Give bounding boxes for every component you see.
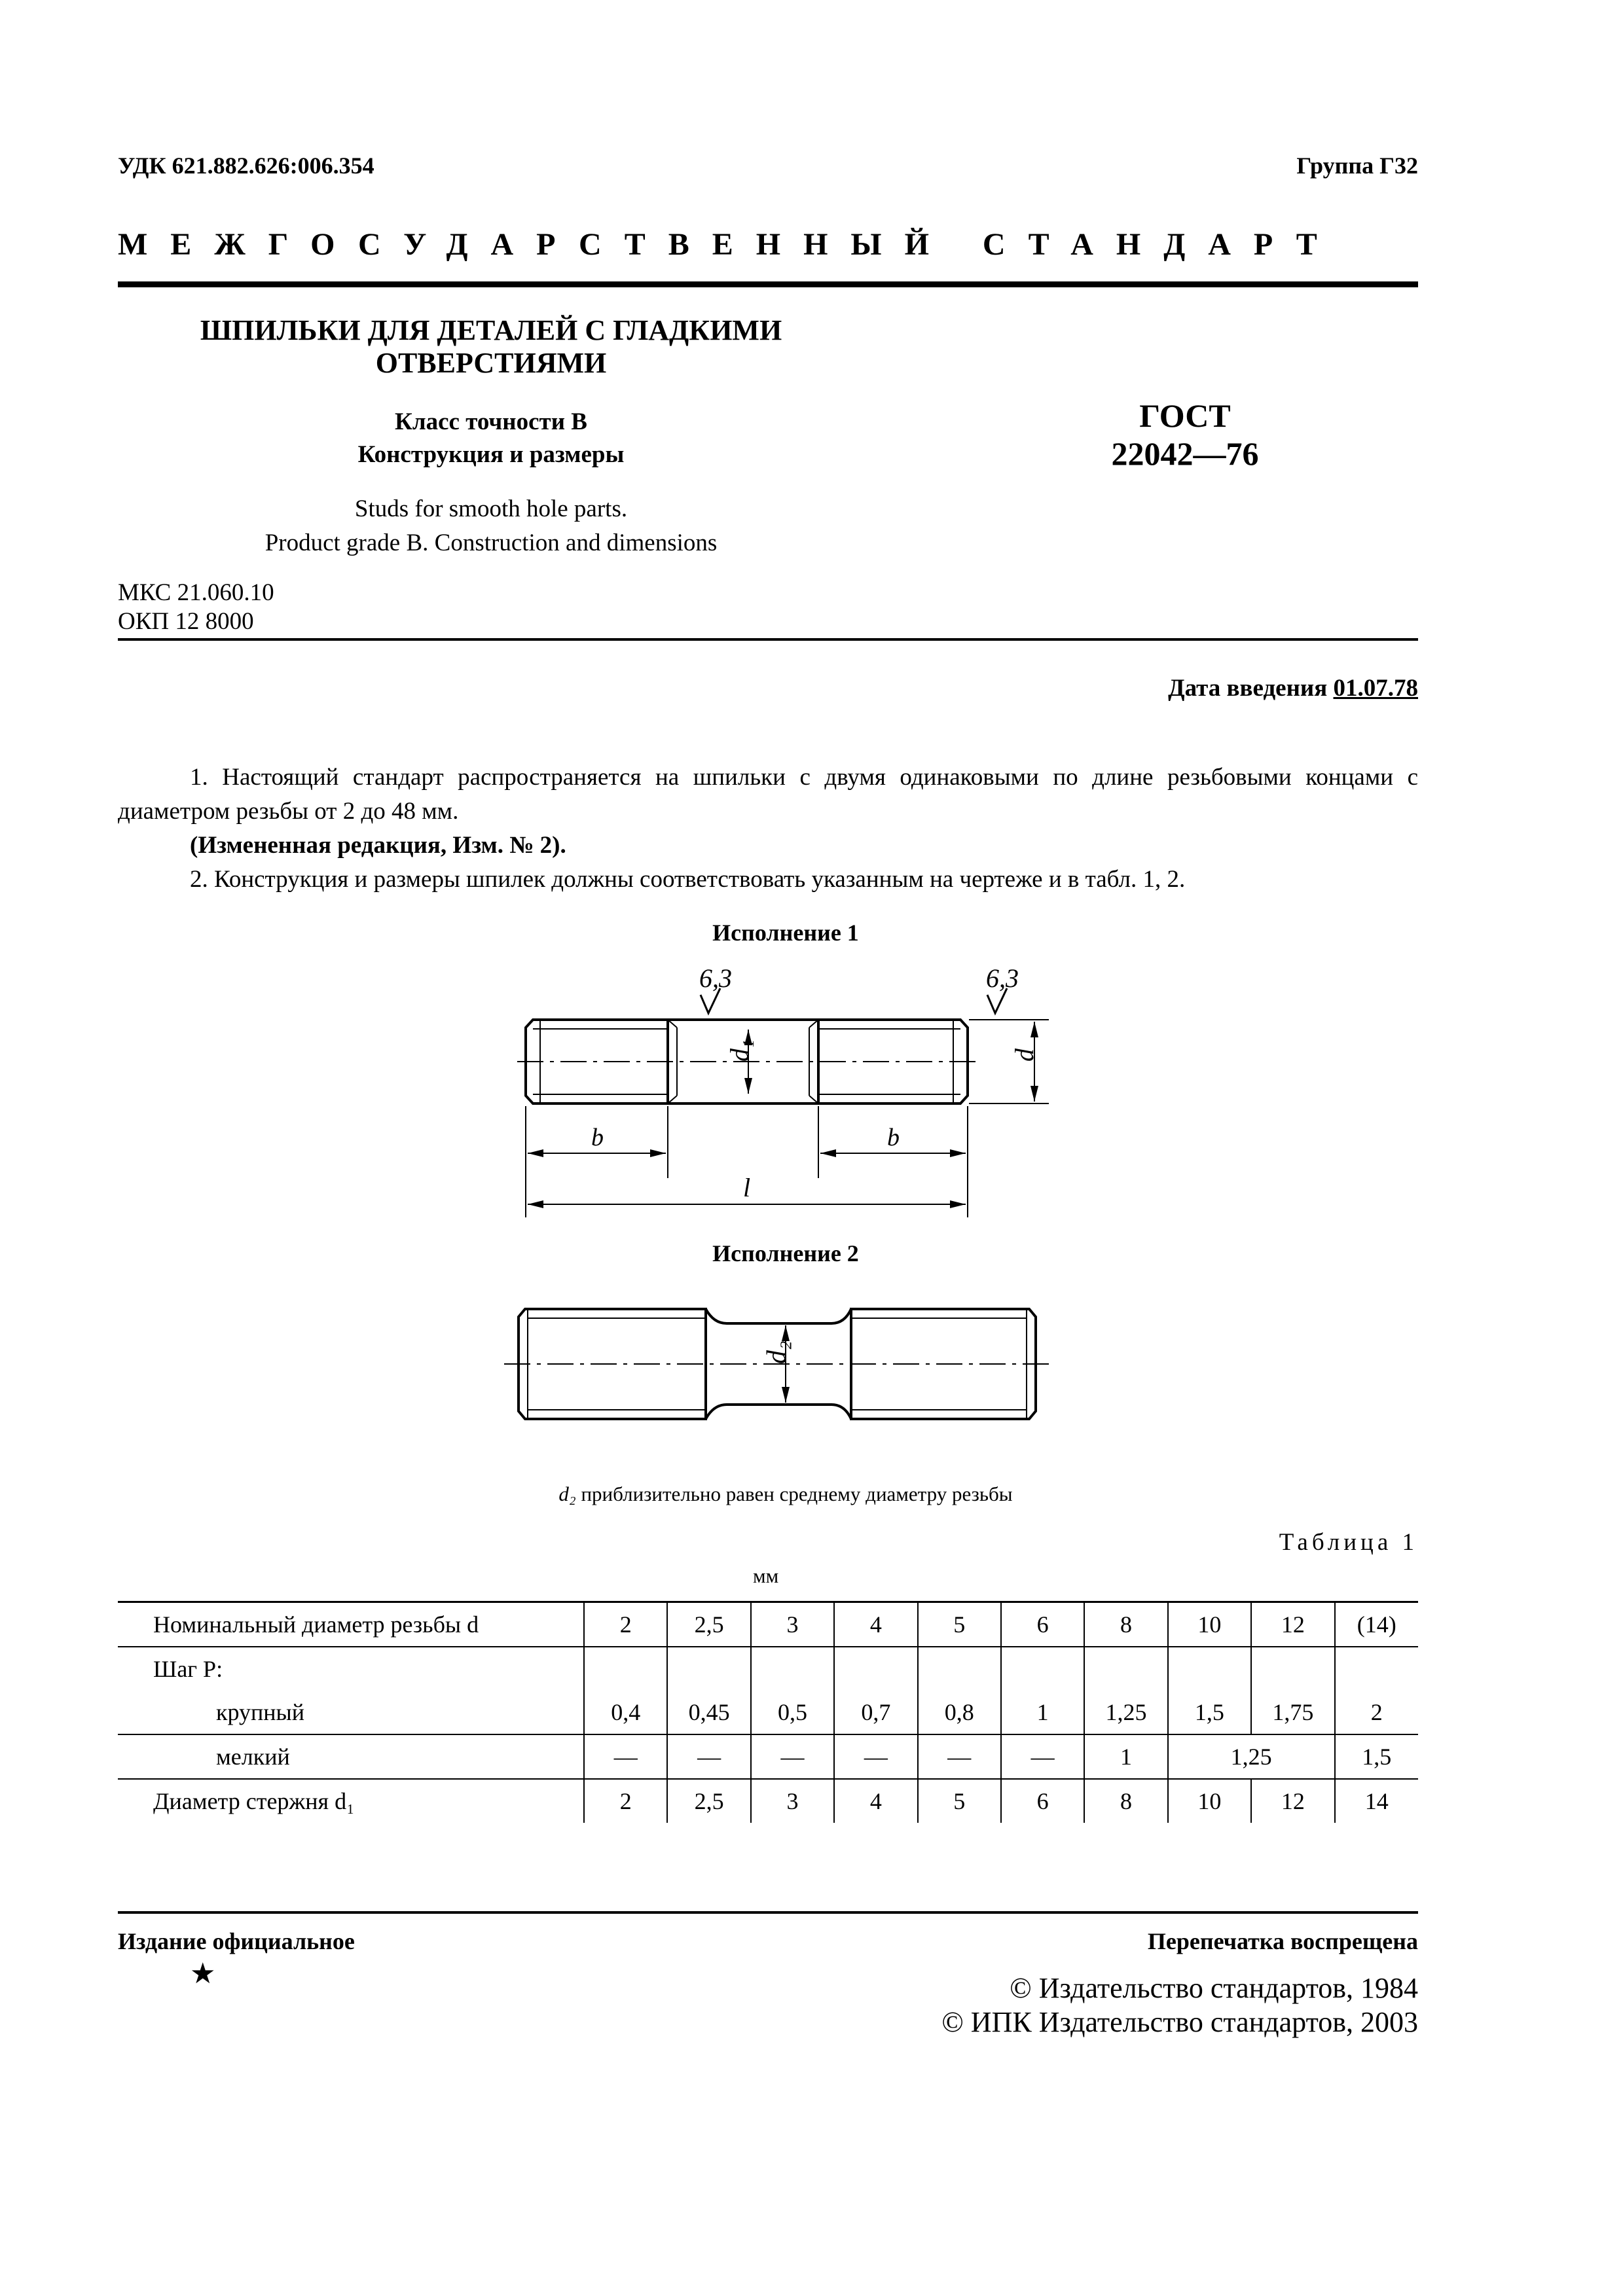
table-cell: 2 bbox=[1335, 1691, 1418, 1734]
table-cell: 0,8 bbox=[918, 1691, 1001, 1734]
table-1-unit: мм bbox=[753, 1564, 779, 1587]
dimension-arrows bbox=[528, 1022, 1038, 1208]
subtitle-construction: Конструкция и размеры bbox=[357, 441, 625, 468]
english-title-line-1: Studs for smooth hole parts. bbox=[354, 495, 628, 522]
table-cell: 2,5 bbox=[667, 1602, 750, 1647]
copyright-2003: © ИПК Издательство стандартов, 2003 bbox=[941, 2006, 1418, 2038]
group-code: Группа Г32 bbox=[1296, 152, 1418, 179]
table-cell: 4 bbox=[834, 1602, 917, 1647]
banner-rule bbox=[118, 281, 1418, 287]
table-cell: 3 bbox=[751, 1602, 834, 1647]
table-cell bbox=[667, 1647, 750, 1691]
table-cell: 0,4 bbox=[584, 1691, 667, 1734]
gost-designation bbox=[1021, 397, 1349, 473]
table-row bbox=[118, 1691, 1418, 1734]
mks-code: МКС 21.060.10 bbox=[118, 579, 274, 606]
table-cell: 1,25 bbox=[1168, 1734, 1335, 1779]
table-cell: — bbox=[834, 1734, 917, 1779]
table-cell: 4 bbox=[834, 1779, 917, 1823]
table-cell: 14 bbox=[1335, 1779, 1418, 1823]
introduction-date bbox=[1168, 674, 1418, 702]
label-b-right: b bbox=[887, 1124, 900, 1151]
table-cell: — bbox=[667, 1734, 750, 1779]
label-d1: d₁ bbox=[725, 1039, 754, 1062]
copyright-block bbox=[941, 1971, 1418, 2039]
roughness-mark-2: 6,3 bbox=[986, 963, 1019, 993]
title-rule bbox=[118, 638, 1418, 641]
table-cell bbox=[834, 1647, 917, 1691]
d2-note-symbol: d₂ bbox=[558, 1482, 576, 1505]
table-cell: 0,7 bbox=[834, 1691, 917, 1734]
table-cell: 2 bbox=[584, 1779, 667, 1823]
variant-1-heading: Исполнение 1 bbox=[712, 920, 859, 946]
table-cell: (14) bbox=[1335, 1602, 1418, 1647]
reprint-notice: Перепечатка воспрещена bbox=[1147, 1928, 1418, 1954]
udk-code: УДК 621.882.626:006.354 bbox=[118, 152, 374, 179]
footer-rule bbox=[118, 1911, 1418, 1914]
paragraph-2: 2. Конструкция и размеры шпилек должны соответствовать указанным на чертеже и в табл. 1, 2. bbox=[190, 866, 1186, 893]
standard-banner: МЕЖГОСУДАРСТВЕННЫЙ СТАНДАРТ bbox=[118, 227, 1340, 262]
table-cell: 1 bbox=[1001, 1691, 1084, 1734]
intro-date-label: Дата введения bbox=[1168, 675, 1328, 702]
roughness-mark-1: 6,3 bbox=[699, 963, 732, 993]
table-cell: 3 bbox=[751, 1779, 834, 1823]
table-cell bbox=[1001, 1647, 1084, 1691]
table-row bbox=[118, 1779, 1418, 1823]
table-cell: 2 bbox=[584, 1602, 667, 1647]
table-cell: 5 bbox=[918, 1602, 1001, 1647]
table-cell: 5 bbox=[918, 1779, 1001, 1823]
table-cell: — bbox=[1001, 1734, 1084, 1779]
table-cell: 1,5 bbox=[1335, 1734, 1418, 1779]
title-line-2: ОТВЕРСТИЯМИ bbox=[375, 347, 607, 379]
amendment-note: (Измененная редакция, Изм. № 2). bbox=[190, 832, 566, 859]
gost-label: ГОСТ bbox=[1139, 397, 1231, 434]
variant-2-drawing bbox=[498, 1296, 1087, 1446]
english-title-line-2: Product grade B. Construction and dimensions bbox=[264, 529, 718, 556]
table-cell: — bbox=[918, 1734, 1001, 1779]
table-cell: 1 bbox=[1084, 1734, 1167, 1779]
table-cell bbox=[584, 1647, 667, 1691]
gost-number: 22042—76 bbox=[1111, 435, 1259, 472]
table-row bbox=[118, 1647, 1418, 1691]
table-cell: 8 bbox=[1084, 1602, 1167, 1647]
table-cell: 10 bbox=[1168, 1602, 1251, 1647]
okp-code: ОКП 12 8000 bbox=[118, 608, 254, 635]
table-cell: 8 bbox=[1084, 1779, 1167, 1823]
row-label: Диаметр стержня d₁ bbox=[118, 1779, 584, 1823]
subtitle bbox=[170, 406, 812, 471]
table-cell bbox=[1084, 1647, 1167, 1691]
table-cell bbox=[1335, 1647, 1418, 1691]
table-cell: 0,45 bbox=[667, 1691, 750, 1734]
table-cell: 0,5 bbox=[751, 1691, 834, 1734]
subtitle-class: Класс точности В bbox=[395, 408, 587, 435]
table-cell bbox=[1251, 1647, 1334, 1691]
variant-1-drawing bbox=[498, 956, 1074, 1217]
table-cell: 12 bbox=[1251, 1779, 1334, 1823]
table-cell: 1,25 bbox=[1084, 1691, 1167, 1734]
label-b-left: b bbox=[591, 1124, 604, 1151]
table-cell bbox=[751, 1647, 834, 1691]
table-cell: — bbox=[751, 1734, 834, 1779]
table-cell: 1,5 bbox=[1168, 1691, 1251, 1734]
table-cell: 12 bbox=[1251, 1602, 1334, 1647]
table-cell: 6 bbox=[1001, 1602, 1084, 1647]
d2-note bbox=[393, 1482, 1178, 1506]
table-row bbox=[118, 1734, 1418, 1779]
label-d2: d₂ bbox=[762, 1340, 792, 1364]
table-cell: — bbox=[584, 1734, 667, 1779]
intro-date-value: 01.07.78 bbox=[1333, 675, 1418, 702]
label-l: l bbox=[743, 1173, 751, 1202]
table-cell: 1,75 bbox=[1251, 1691, 1334, 1734]
d2-note-text: приблизительно равен среднему диаметру резьбы bbox=[575, 1482, 1013, 1505]
table-cell: 2,5 bbox=[667, 1779, 750, 1823]
english-title bbox=[170, 492, 812, 560]
star-icon: ★ bbox=[190, 1958, 216, 1990]
table-1 bbox=[118, 1601, 1418, 1823]
paragraph-1: 1. Настоящий стандарт распространяется на шпильки с двумя одинаковыми по длине резьбовыми концами с диаметром резьбы от 2 до 48 мм. bbox=[118, 764, 1418, 825]
label-d: d bbox=[1010, 1049, 1039, 1062]
row-label: мелкий bbox=[118, 1734, 584, 1779]
table-row bbox=[118, 1602, 1418, 1647]
table-1-caption: Таблица 1 bbox=[1279, 1529, 1418, 1556]
row-label: крупный bbox=[216, 1699, 304, 1725]
copyright-1984: © Издательство стандартов, 1984 bbox=[1010, 1972, 1418, 2004]
official-edition: Издание официальное bbox=[118, 1928, 355, 1954]
table-cell: 10 bbox=[1168, 1779, 1251, 1823]
table-cell bbox=[1168, 1647, 1251, 1691]
document-title bbox=[170, 314, 812, 380]
table-cell: 6 bbox=[1001, 1779, 1084, 1823]
variant-2-heading: Исполнение 2 bbox=[712, 1240, 859, 1266]
row-label: Шаг P: bbox=[153, 1656, 223, 1682]
title-line-1: ШПИЛЬКИ ДЛЯ ДЕТАЛЕЙ С ГЛАДКИМИ bbox=[200, 314, 782, 346]
row-label: Номинальный диаметр резьбы d bbox=[118, 1602, 584, 1647]
classification-codes bbox=[118, 579, 274, 636]
table-cell bbox=[918, 1647, 1001, 1691]
